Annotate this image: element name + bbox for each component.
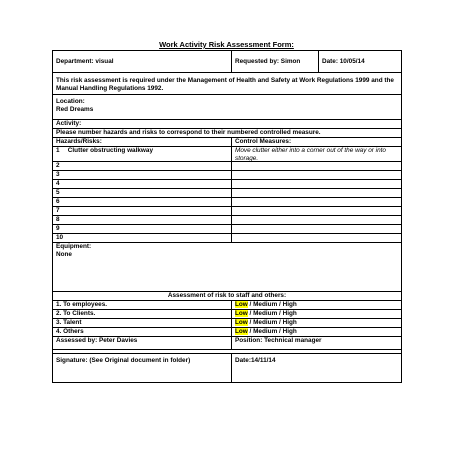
hazard-number: 8 — [56, 216, 60, 223]
control-measure-text — [231, 216, 401, 224]
location-label: Location: — [56, 98, 85, 105]
location-value: Red Dreams — [56, 105, 94, 113]
risk-level-options: / Medium / High — [247, 328, 297, 335]
equipment-value: None — [56, 250, 72, 258]
date-field: Date: 10/05/14 — [318, 51, 401, 72]
control-measures-column-header: Control Measures: — [231, 138, 401, 146]
hazard-number: 9 — [56, 225, 60, 232]
equipment-label: Equipment: — [56, 243, 92, 250]
hazard-row — [53, 197, 401, 206]
risk-level-options: / Medium / High — [247, 319, 297, 326]
hazard-number: 6 — [56, 198, 60, 205]
risk-level-low: Low — [235, 310, 248, 317]
position-field: Position: Technical manager — [231, 337, 401, 349]
activity-label: Activity: — [56, 120, 82, 127]
risk-level-low: Low — [235, 328, 248, 335]
hazard-row — [53, 224, 401, 233]
signature-field: Signature: (See Original document in folder) — [56, 357, 191, 364]
intro-row — [53, 72, 401, 94]
requested-by-field: Requested by: Simon — [231, 51, 318, 72]
control-measure-text — [231, 189, 401, 197]
hazard-row — [53, 146, 401, 161]
control-measure-text — [231, 171, 401, 179]
signature-date-field: Date:14/11/14 — [231, 354, 401, 382]
control-measure-text — [231, 198, 401, 206]
hazard-number: 10 — [56, 234, 64, 241]
form-title: Work Activity Risk Assessment Form: — [159, 40, 294, 49]
assessment-label: 1. To employees. — [56, 301, 108, 308]
hazard-number: 1 — [56, 147, 60, 154]
equipment-row — [53, 242, 401, 291]
control-measure-text — [231, 234, 401, 242]
hazard-text: Clutter obstructing walkway — [67, 147, 154, 154]
assessment-row — [53, 327, 401, 336]
hazard-number: 7 — [56, 207, 60, 214]
hazard-row — [53, 215, 401, 224]
header-row — [53, 51, 401, 72]
hazard-row — [53, 161, 401, 170]
hazard-number: 3 — [56, 171, 60, 178]
assessment-row — [53, 300, 401, 309]
control-measure-text — [231, 180, 401, 188]
department-field: Department: visual — [56, 57, 114, 65]
assessment-label: 2. To Clients. — [56, 310, 96, 317]
control-measure-text — [231, 207, 401, 215]
activity-row — [53, 119, 401, 128]
assessment-heading-row — [53, 291, 401, 300]
risk-level-low: Low — [235, 319, 248, 326]
hazard-number: 5 — [56, 189, 60, 196]
control-measure-text — [231, 225, 401, 233]
assessment-row — [53, 309, 401, 318]
assessment-label: 4. Others — [56, 328, 84, 335]
hazard-row — [53, 188, 401, 197]
risk-assessment-form — [52, 50, 402, 383]
hazards-column-header: Hazards/Risks: — [56, 138, 102, 145]
hazards-header-row — [53, 137, 401, 146]
hazard-row — [53, 206, 401, 215]
control-measure-text — [231, 162, 401, 170]
assessment-row — [53, 318, 401, 327]
assessment-label: 3. Talent — [56, 319, 82, 326]
assessed-by-field: Assessed by: Peter Davies — [56, 337, 138, 344]
hazard-row — [53, 233, 401, 242]
control-measure-text: Move clutter either into a corner out of the way or into storage. — [231, 147, 401, 161]
risk-level-options: / Medium / High — [247, 301, 297, 308]
risk-level-low: Low — [235, 301, 248, 308]
intro-text: This risk assessment is required under the Management of Health and Safety at Work Regulations 1999 and the Manual Handling Regulations 1992. — [56, 77, 394, 92]
assessed-by-row — [53, 336, 401, 349]
risk-level-options: / Medium / High — [247, 310, 297, 317]
hazard-row — [53, 179, 401, 188]
location-row — [53, 94, 401, 119]
signature-row — [53, 353, 401, 382]
hazard-number: 2 — [56, 162, 60, 169]
hazard-number: 4 — [56, 180, 60, 187]
assessment-heading: Assessment of risk to staff and others: — [167, 292, 287, 299]
activity-note-row — [53, 128, 401, 137]
hazard-row — [53, 170, 401, 179]
activity-note: Please number hazards and risks to correspond to their numbered controlled measure. — [56, 129, 321, 136]
